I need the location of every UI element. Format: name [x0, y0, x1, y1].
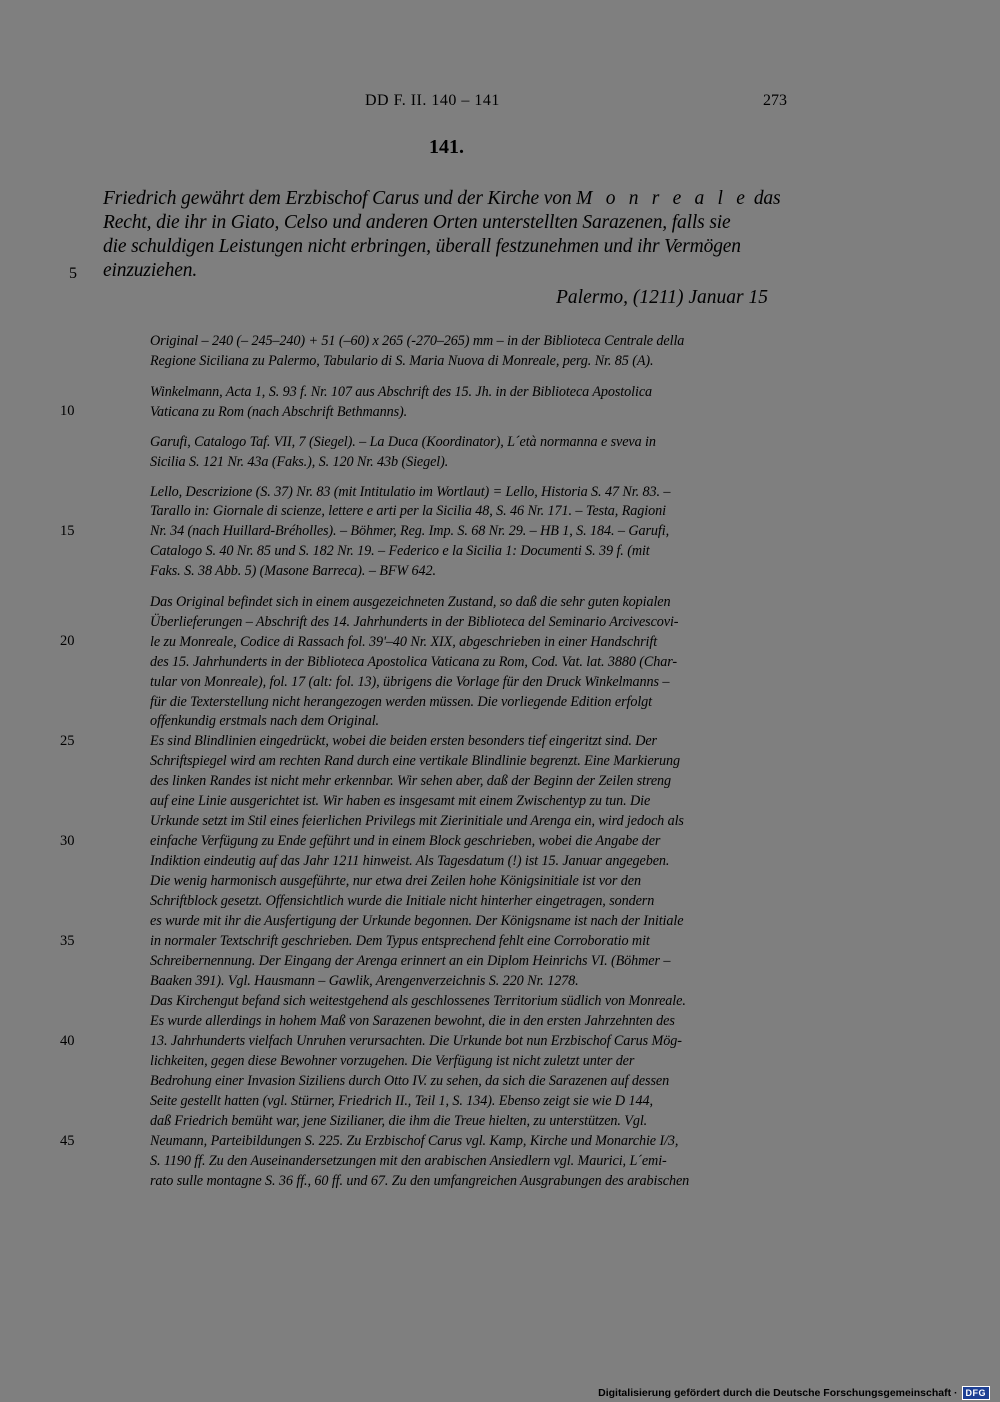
apparatus-line: Tarallo in: Giornale di scienze, lettere e arti per la Sicilia 48, S. 46 Nr. 171. – Testa, Ragioni [150, 503, 666, 519]
apparatus-line: in normaler Textschrift geschrieben. Dem Typus entsprechend fehlt eine Corroboratio mit [150, 933, 650, 949]
apparatus-line: es wurde mit ihr die Ausfertigung der Urkunde begonnen. Der Königsname ist nach der Initiale [150, 913, 684, 929]
line-number: 25 [60, 733, 75, 749]
apparatus-line: Faks. S. 38 Abb. 5) (Masone Barreca). – BFW 642. [150, 563, 436, 579]
apparatus-line: offenkundig erstmals nach dem Original. [150, 713, 379, 729]
apparatus-line: tular von Monreale), fol. 17 (alt: fol. 13), übrigens die Vorlage für den Druck Winkelmanns – [150, 674, 670, 690]
apparatus-line: Urkunde setzt im Stil eines feierlichen Privilegs mit Zierinitiale und Arenga ein, wird jedoch als [150, 813, 684, 829]
apparatus-line: Catalogo S. 40 Nr. 85 und S. 182 Nr. 19. – Federico e la Sicilia 1: Documenti S. 39 f. (mit [150, 543, 650, 559]
apparatus-line: le zu Monreale, Codice di Rassach fol. 39'–40 Nr. XIX, abgeschrieben in einer Handschrift [150, 634, 658, 650]
apparatus-line: Winkelmann, Acta 1, S. 93 f. Nr. 107 aus Abschrift des 15. Jh. in der Biblioteca Apostolica [150, 384, 653, 400]
apparatus-line: Es sind Blindlinien eingedrückt, wobei die beiden ersten besonders tief eingeritzt sind. Der [150, 733, 657, 749]
apparatus-line: S. 1190 ff. Zu den Auseinandersetzungen mit den arabischen Ansiedlern vgl. Maurici, L´emi- [150, 1153, 667, 1169]
apparatus-line: Lello, Descrizione (S. 37) Nr. 83 (mit Intitulatio im Wortlaut) = Lello, Historia S. 47 Nr. 83. – [150, 484, 671, 500]
line-number: 40 [60, 1033, 75, 1049]
line-number: 20 [60, 633, 75, 649]
apparatus-line: Sicilia S. 121 Nr. 43a (Faks.), S. 120 Nr. 43b (Siegel). [150, 454, 449, 470]
apparatus-line: Das Original befindet sich in einem ausgezeichneten Zustand, so daß die sehr guten kopialen [150, 594, 671, 610]
apparatus-line: 13. Jahrhunderts vielfach Unruhen verursachten. Die Urkunde bot nun Erzbischof Carus Mög- [150, 1033, 682, 1049]
regest-line [103, 188, 780, 210]
apparatus-line: Neumann, Parteibildungen S. 225. Zu Erzbischof Carus vgl. Kamp, Kirche und Monarchie I/3, [150, 1133, 679, 1149]
footer-credit: Digitalisierung gefördert durch die Deutsche Forschungsgemeinschaft · [598, 1387, 958, 1399]
line-number: 5 [69, 265, 77, 282]
apparatus-line: Regione Siciliana zu Palermo, Tabulario di S. Maria Nuova di Monreale, perg. Nr. 85 (A). [150, 353, 654, 369]
line-number: 10 [60, 403, 75, 419]
regest-line: die schuldigen Leistungen nicht erbringen, überall festzunehmen und ihr Vermögen [103, 236, 741, 257]
apparatus-line: für die Texterstellung nicht herangezogen werden müssen. Die vorliegende Edition erfolgt [150, 694, 652, 710]
apparatus-line: des 15. Jahrhunderts in der Biblioteca Apostolica Vaticana zu Rom, Cod. Vat. lat. 3880 (Char- [150, 654, 678, 670]
apparatus-line: Schriftblock gesetzt. Offensichtlich wurde die Initiale nicht hinterher eingetragen, sondern [150, 893, 655, 909]
footer [598, 1386, 990, 1400]
apparatus-line: Original – 240 (– 245–240) + 51 (–60) x 265 (-270–265) mm – in der Biblioteca Centrale della [150, 333, 685, 349]
apparatus-line: Nr. 34 (nach Huillard-Bréholles). – Böhmer, Reg. Imp. S. 68 Nr. 29. – HB 1, S. 184. – Garufi, [150, 523, 670, 539]
regest-text: das [749, 188, 781, 209]
apparatus-line: Seite gestellt hatten (vgl. Stürner, Friedrich II., Teil 1, S. 134). Ebenso zeigt sie wie D 144, [150, 1093, 653, 1109]
apparatus-line: Baaken 391). Vgl. Hausmann – Gawlik, Arengenverzeichnis S. 220 Nr. 1278. [150, 973, 579, 989]
document-number: 141. [429, 136, 464, 158]
running-head: DD F. II. 140 – 141 [365, 92, 500, 109]
line-number: 30 [60, 833, 75, 849]
apparatus-line: des linken Randes ist nicht mehr erkennbar. Wir sehen aber, daß der Beginn der Zeilen streng [150, 773, 672, 789]
apparatus-line: Schreibernennung. Der Eingang der Arenga erinnert an ein Diplom Heinrichs VI. (Böhmer – [150, 953, 671, 969]
apparatus-line: Indiktion eindeutig auf das Jahr 1211 hinweist. Als Tagesdatum (!) ist 15. Januar angegeben. [150, 853, 670, 869]
apparatus-line: Es wurde allerdings in hohem Maß von Sarazenen bewohnt, die in den ersten Jahrzehnten des [150, 1013, 675, 1029]
apparatus-line: Vaticana zu Rom (nach Abschrift Bethmanns). [150, 404, 408, 420]
apparatus-line: einfache Verfügung zu Ende geführt und in einem Block geschrieben, wobei die Angabe der [150, 833, 661, 849]
apparatus-line: Die wenig harmonisch ausgeführte, nur etwa drei Zeilen hohe Königsinitiale ist vor den [150, 873, 641, 889]
apparatus-line: rato sulle montagne S. 36 ff., 60 ff. und 67. Zu den umfangreichen Ausgrabungen des arabischen [150, 1173, 690, 1189]
place-name-spaced: M o n r e a l e [576, 188, 750, 209]
apparatus-line: lichkeiten, gegen diese Bewohner vorzugehen. Die Verfügung ist nicht zuletzt unter der [150, 1053, 635, 1069]
regest-text: Friedrich gewährt dem Erzbischof Carus und der Kirche von [103, 188, 577, 209]
dfg-logo[interactable]: DFG [962, 1386, 991, 1400]
line-number: 45 [60, 1133, 75, 1149]
regest-line: einzuziehen. [103, 260, 198, 281]
dateline: Palermo, (1211) Januar 15 [556, 287, 768, 308]
apparatus-line: Das Kirchengut befand sich weitestgehend als geschlossenes Territorium südlich von Monreale. [150, 993, 686, 1009]
apparatus-line: auf eine Linie ausgerichtet ist. Wir haben es insgesamt mit einem Zwischentyp zu tun. Die [150, 793, 651, 809]
apparatus-line: Schriftspiegel wird am rechten Rand durch eine vertikale Blindlinie begrenzt. Eine Markierung [150, 753, 680, 769]
page-number: 273 [763, 92, 787, 109]
apparatus-line: Überlieferungen – Abschrift des 14. Jahrhunderts in der Biblioteca del Seminario Arcivescovi- [150, 614, 679, 630]
apparatus-line: daß Friedrich bemüht war, jene Sizilianer, die ihm die Treue hielten, zu unterstützen. Vgl. [150, 1113, 648, 1129]
line-number: 35 [60, 933, 75, 949]
line-number: 15 [60, 523, 75, 539]
apparatus-line: Bedrohung einer Invasion Siziliens durch Otto IV. zu sehen, da sich die Sarazenen auf dessen [150, 1073, 670, 1089]
regest-line: Recht, die ihr in Giato, Celso und anderen Orten unterstellten Sarazenen, falls sie [103, 212, 731, 233]
apparatus-line: Garufi, Catalogo Taf. VII, 7 (Siegel). – La Duca (Koordinator), L´età normanna e sveva in [150, 434, 656, 450]
